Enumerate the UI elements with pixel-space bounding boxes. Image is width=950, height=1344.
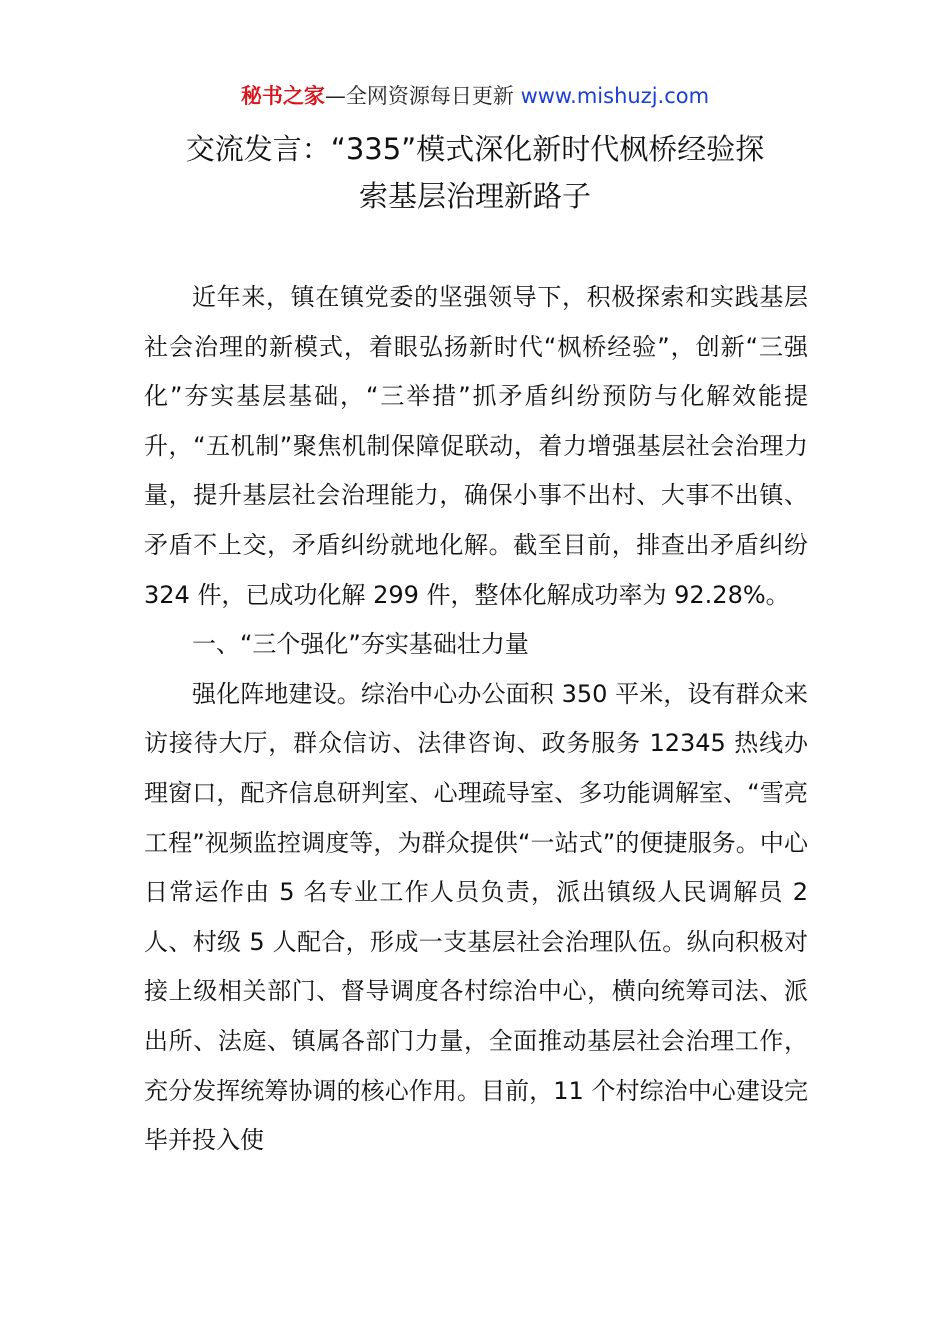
- title-line-2: 索基层治理新路子: [358, 179, 591, 213]
- site-url-link[interactable]: www.mishuzj.com: [520, 84, 710, 108]
- body-paragraph: 强化阵地建设。综治中心办公面积 350 平米，设有群众来访接待大厅，群众信访、法律咨询、政务服务 12345 热线办理窗口，配齐信息研判室、心理疏导室、多功能调解室、“雪亮工程”视频监控调度等，为群众提供“一站式”的便捷服务。中心日常运作由 5 名专业工作人员负责，派出镇级人民调解员 2 人、村级 5 人配合，形成一支基层社会治理队伍。纵向积极对接上级相关部门、督导调度各村综治中心，横向统筹司法、派出所、法庭、镇属各部门力量，全面推动基层社会治理工作，充分发挥统筹协调的核心作用。目前，11 个村综治中心建设完毕并投入使: [144, 679, 808, 1155]
- title-line-1: 交流发言：“335”模式深化新时代枫桥经验探: [185, 132, 765, 166]
- site-header: [0, 80, 950, 112]
- document-body: [144, 273, 808, 1166]
- document-title: [0, 126, 950, 220]
- site-tagline: —全网资源每日更新: [324, 84, 514, 108]
- intro-paragraph: 近年来，镇在镇党委的坚强领导下，积极探索和实践基层社会治理的新模式，着眼弘扬新时代“枫桥经验”，创新“三强化”夯实基层基础，“三举措”抓矛盾纠纷预防与化解效能提升，“五机制”聚焦机制保障促联动，着力增强基层社会治理力量，提升基层社会治理能力，确保小事不出村、大事不出镇、矛盾不上交，矛盾纠纷就地化解。截至目前，排查出矛盾纠纷 324 件，已成功化解 299 件，整体化解成功率为 92.28%。: [144, 283, 808, 609]
- section-heading: 一、“三个强化”夯实基础壮力量: [192, 630, 529, 659]
- site-brand: 秘书之家: [240, 84, 325, 108]
